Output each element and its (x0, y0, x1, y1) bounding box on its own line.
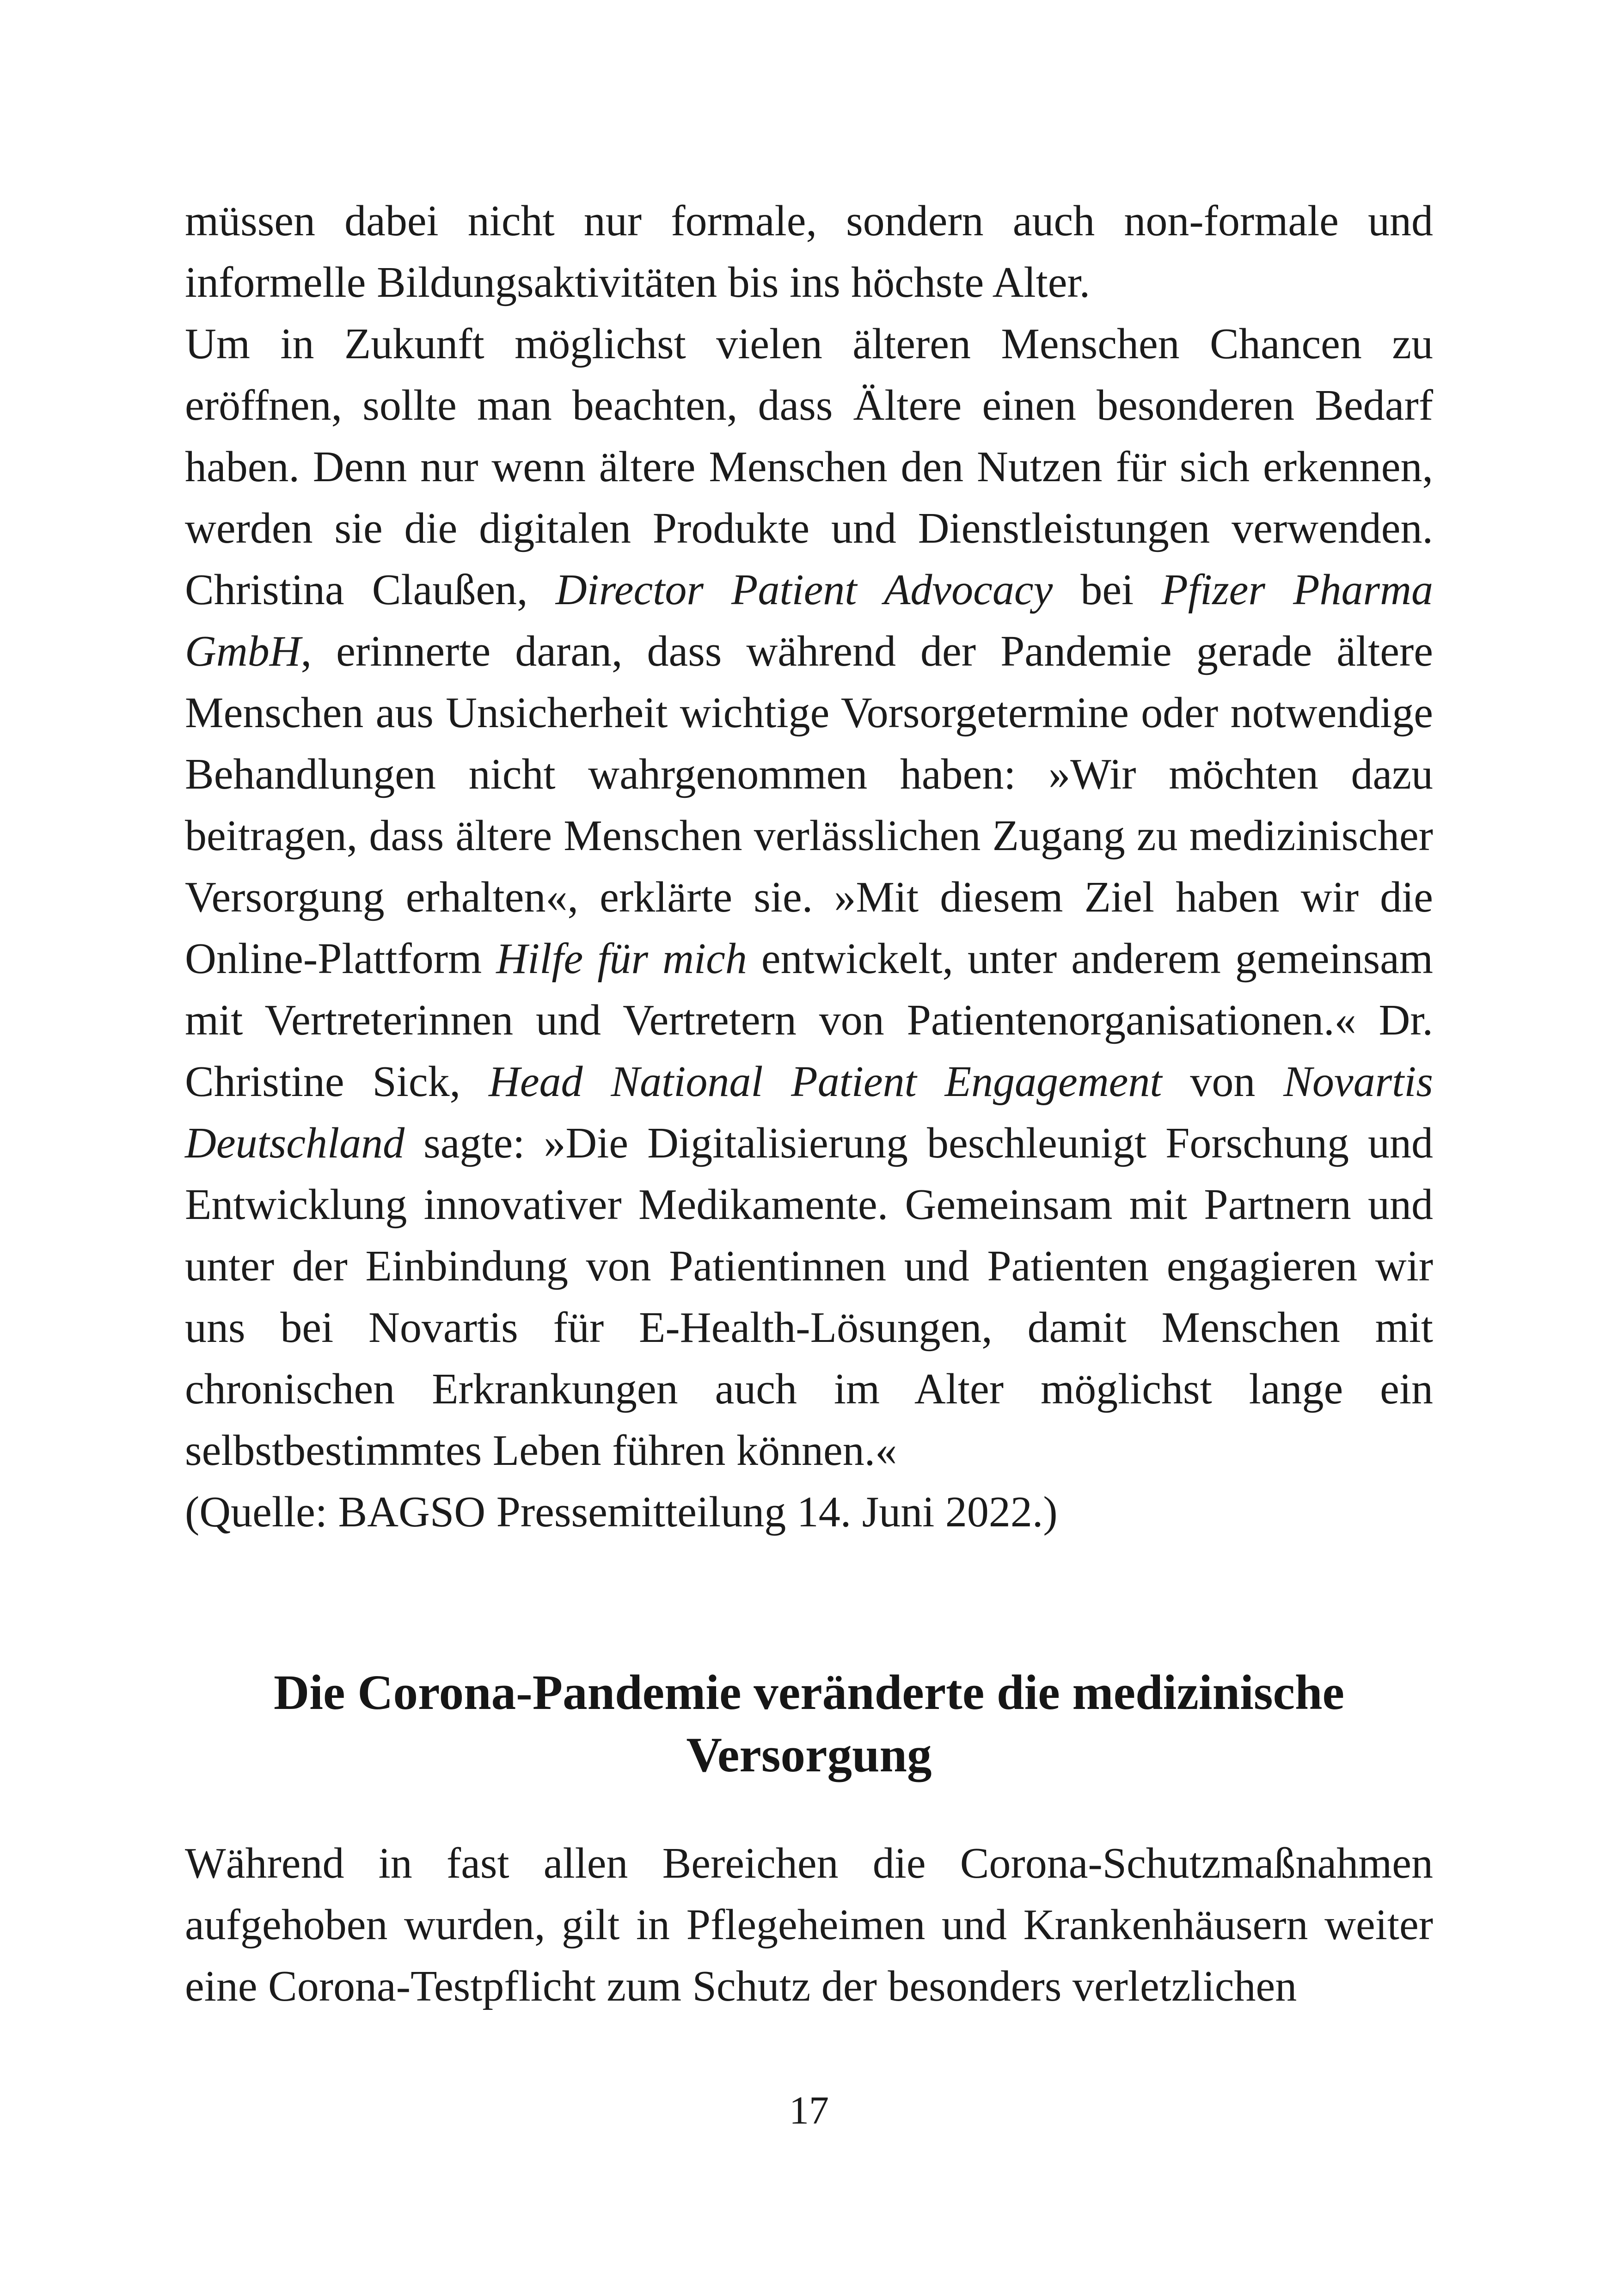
text-run: , erinnerte daran, dass während der Pandemie gerade ältere Menschen aus Unsicherheit wichtige Vorsorgetermine oder notwendige Behandlungen nicht wahrgenommen haben: »Wir möchten dazu beitragen, dass ältere Menschen verlässlichen Zugang zu medizinischer Versorgung erhalten«, erklärte sie. »Mit diesem Ziel haben wir die Online-Plattform (185, 627, 1433, 983)
italic-platform: Hilfe für mich (496, 935, 747, 983)
body-text-bottom (185, 1833, 1433, 2017)
text-run: sagte: »Die Digitalisierung beschleunigt Forschung und Entwicklung innovativer Medikamente. Gemeinsam mit Partnern und unter der Einbindung von Patientinnen und Patienten engagieren wir uns bei Novartis für E-Health-Lösungen, damit Menschen mit chronischen Erkrankungen auch im Alter möglichst lange ein selbstbestimmtes Leben führen können.« (185, 1119, 1433, 1475)
italic-company: Pfizer Pharma GmbH (185, 566, 1433, 675)
italic-title: Director Patient Advocacy (555, 566, 1053, 614)
text-run: Um in Zukunft möglichst vielen älteren Menschen Chancen zu eröffnen, sollte man beachten, dass Ältere einen besonderen Bedarf haben. Denn nur wenn ältere Menschen den Nutzen für sich erkennen, werden sie die digitalen Produkte und Dienstleistungen verwenden. Christina Claußen, (185, 320, 1433, 614)
source-citation: (Quelle: BAGSO Pressemitteilung 14. Juni 2022.) (185, 1488, 1058, 1536)
text-run: bei (1053, 566, 1162, 614)
section-heading: Die Corona-Pandemie veränderte die medizinische Versorgung (274, 1665, 1344, 1782)
italic-title: Head National Patient Engagement (488, 1058, 1162, 1106)
body-text-top (185, 190, 1433, 1543)
paragraph-continuation: müssen dabei nicht nur formale, sondern auch non-formale und informelle Bildungsaktivitäten bis ins höchste Alter. (185, 197, 1433, 306)
text-run: von (1162, 1058, 1284, 1106)
paragraph-quotes (185, 313, 1433, 1482)
text-run: entwickelt, unter anderem gemeinsam mit Vertreterinnen und Vertretern von Patientenorganisationen.« Dr. Christine Sick, (185, 935, 1433, 1106)
italic-company: Novartis Deutschland (185, 1058, 1433, 1167)
page-number: 17 (789, 2088, 829, 2132)
paragraph-section-start: Während in fast allen Bereichen die Corona-Schutzmaßnahmen aufgehoben wurden, gilt in Pflegeheimen und Krankenhäusern weiter eine Corona-Testpflicht zum Schutz der besonders verletzlichen (185, 1839, 1433, 2010)
